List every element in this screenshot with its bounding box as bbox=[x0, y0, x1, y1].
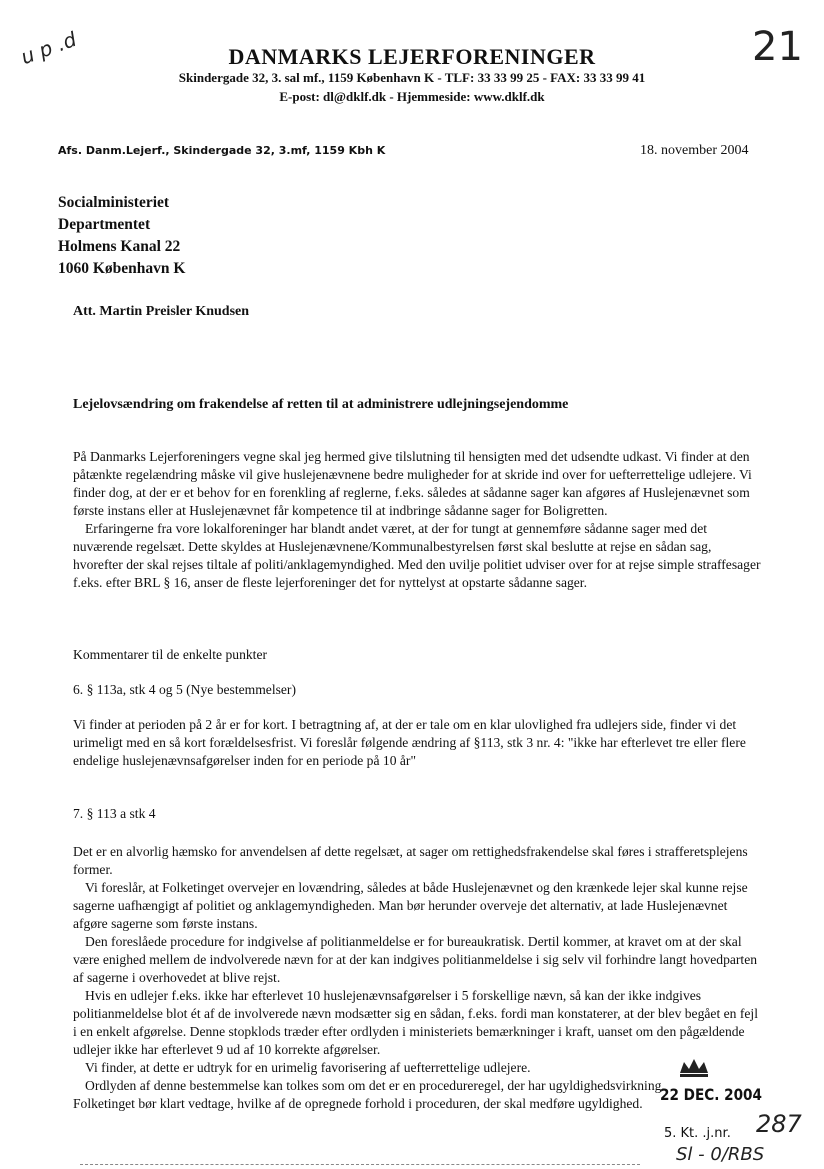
handwritten-file-reference: Sl - 0/RBS bbox=[676, 1144, 765, 1165]
section-heading: 7. § 113 a stk 4 bbox=[73, 806, 156, 821]
crown-icon bbox=[676, 1055, 712, 1079]
paragraph: Erfaringerne fra vore lokalforeninger har blandt andet været, at der for tungt at gennemføre sådanne sager med det nuværende regelsæt. Dette skyldes at Huslejenævnene/Kommunalbestyrelsen først skal beslutte at rejse en sådan sag, hvorefter der skal rejses tiltale af politi/anklagemyndighed. Med den uvilje politiet udviser over for at rejse simple straffesager f.eks. efter BRL § 16, anser de fleste lejerforeninger det for nyttelyst at opstarte sådanne sager. bbox=[73, 521, 761, 590]
recipient-line: Holmens Kanal 22 bbox=[58, 238, 181, 255]
organization-contact: E-post: dl@dklf.dk - Hjemmeside: www.dklf.dk bbox=[279, 89, 545, 104]
section-7-body bbox=[73, 843, 763, 1113]
organization-name: DANMARKS LEJERFORENINGER bbox=[228, 44, 596, 69]
letter-date: 18. november 2004 bbox=[640, 143, 749, 158]
subject-line: Lejelovsændring om frakendelse af retten til at administrere udlejningsejendomme bbox=[73, 397, 569, 412]
received-stamp-ref: 5. Kt. .j.nr. bbox=[664, 1126, 731, 1141]
handwritten-initials: u p .d bbox=[17, 26, 80, 70]
intro-paragraphs bbox=[73, 448, 763, 592]
paragraph: Det er en alvorlig hæmsko for anvendelsen af dette regelsæt, at sager om rettighedsfrakendelse skal føres i strafferetsplejens former. bbox=[73, 844, 748, 877]
paragraph: Hvis en udlejer f.eks. ikke har efterlevet 10 huslejenævnsafgørelser i 5 forskellige nævn, så kan der ikke indgives politianmeldelse blot ét af de involverede nævn modsætter sig en sådan, f.eks. fordi man konstaterer, at der blev begået en fejl i en enkelt afgørelse. Denne stopklods træder efter ordlyden i ministeriets bemærkninger i kraft, uanset om den pågældende udlejer ikke har efterlevet 9 ud af 10 korrekte afgørelser. bbox=[73, 988, 758, 1057]
paragraph: Ordlyden af denne bestemmelse kan tolkes som om det er en procedureregel, der har ugyldighedsvirkning. bbox=[85, 1078, 665, 1093]
received-stamp-date: 22 DEC. 2004 bbox=[660, 1085, 762, 1104]
section-heading: 6. § 113a, stk 4 og 5 (Nye bestemmelser) bbox=[73, 682, 296, 697]
comments-heading: Kommentarer til de enkelte punkter bbox=[73, 647, 268, 662]
paragraph: Vi foreslår, at Folketinget overvejer en lovændring, således at både Huslejenævnet og den krænkede lejer skal kunne rejse sagerne uafhængigt af politiet og anklagemyndigheden. Man bør herunder overveje det alternativ, at lade Huslejenævnet afgøre sagerne som første instans. bbox=[73, 880, 748, 931]
handwritten-journal-number: 287 bbox=[756, 1110, 802, 1138]
bottom-rule bbox=[80, 1164, 640, 1165]
recipient-line: 1060 København K bbox=[58, 260, 186, 277]
recipient-line: Departmentet bbox=[58, 216, 151, 233]
paragraph: Den foreslåede procedure for indgivelse af politianmeldelse er for bureaukratisk. Dertil kommer, at kravet om at der skal være enighed mellem de indvolverede nævn for at der kan indgives politianmeldelse i sig selv vil forhindre langt hovedparten af sagerne i overhovedet at blive rejst. bbox=[73, 934, 758, 985]
handwritten-page-number: 21 bbox=[752, 24, 803, 70]
attention-line: Att. Martin Preisler Knudsen bbox=[73, 304, 250, 319]
paragraph: Folketinget bør klart vedtage, hvilke af de opregnede forhold i proceduren, der skal medføre ugyldighed. bbox=[73, 1096, 643, 1111]
sender-line: Afs. Danm.Lejerf., Skindergade 32, 3.mf, 1159 Kbh K bbox=[58, 144, 386, 157]
organization-address: Skindergade 32, 3. sal mf., 1159 København K - TLF: 33 33 99 25 - FAX: 33 33 99 41 bbox=[178, 70, 646, 85]
paragraph: Vi finder, at dette er udtryk for en urimelig favorisering af uefterrettelige udlejere. bbox=[85, 1060, 531, 1075]
recipient-block bbox=[58, 192, 185, 280]
recipient-line: Socialministeriet bbox=[58, 194, 170, 211]
paragraph: På Danmarks Lejerforeningers vegne skal jeg hermed give tilslutning til hensigten med det udsendte udkast. Vi finder at den påtænkte regelændring måske vil give huslejenævnene bedre muligheder for at skride ind over for uefterrettelige udlejere. Vi finder dog, at der er et behov for en forenkling af reglerne, f.eks. således at sådanne sager kan afgøres af Huslejenævnet som første instans eller at Huslejenævnet får kompetence til at indbringe sådanne sager for Boligretten. bbox=[73, 449, 752, 518]
paragraph: Vi finder at perioden på 2 år er for kort. I betragtning af, at der er tale om en klar ulovlighed fra udlejers side, finder vi det urimeligt med en så kort forældelsesfrist. Vi foreslår følgende ændring af §113, stk 3 nr. 4: "ikke har efterlevet tre eller flere endelige huslejenævnsafgørelser inden for en periode på 10 år" bbox=[73, 717, 746, 768]
